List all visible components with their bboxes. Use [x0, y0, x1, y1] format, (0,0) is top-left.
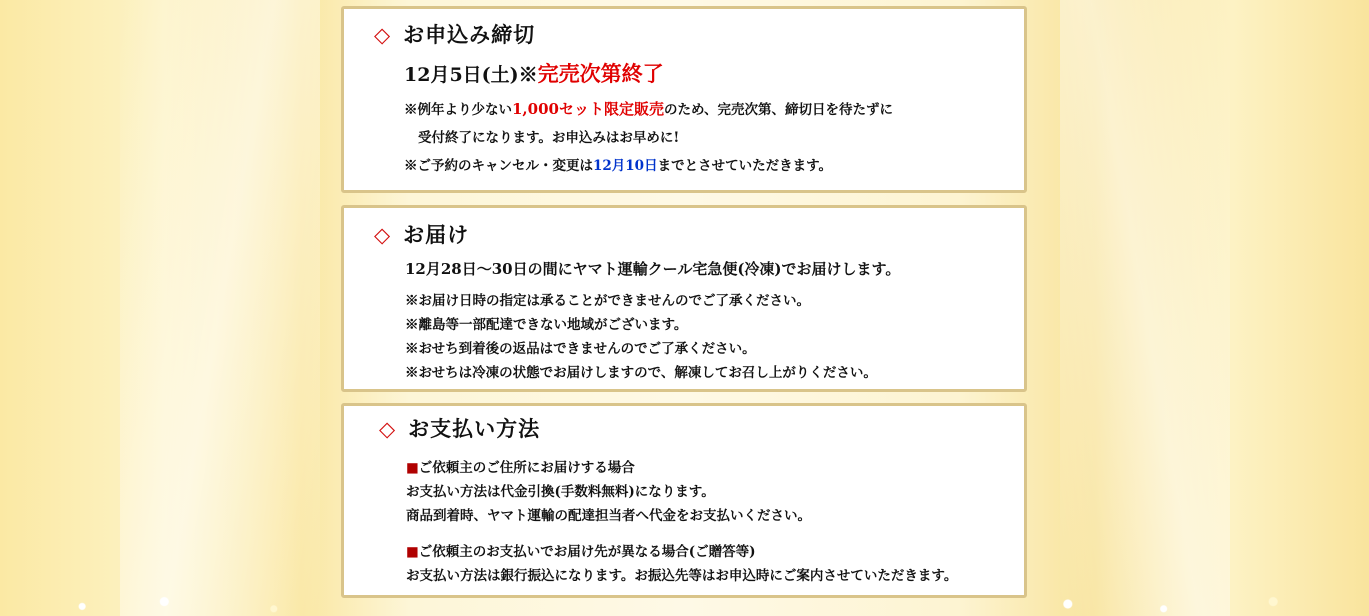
- delivery-section: [341, 205, 1027, 392]
- case-title-text: ご依頼主のお支払いでお届け先が異なる場合(ご贈答等): [418, 544, 756, 560]
- payment-case-1-title: [406, 456, 635, 476]
- deadline-note-1: [404, 98, 893, 119]
- payment-case-2-title: [406, 540, 756, 560]
- payment-heading: [379, 413, 540, 443]
- delivery-note: ※おせち到着後の返品はできませんのでご了承ください。: [405, 341, 756, 357]
- note-text: までとさせていただきます。: [657, 158, 832, 174]
- payment-case-1-line: 商品到着時、ヤマト運輸の配達担当者へ代金をお支払いください。: [406, 508, 811, 524]
- square-bullet-icon: ■: [406, 460, 419, 476]
- note-text: ※ご予約のキャンセル・変更は: [404, 158, 593, 174]
- delivery-note: ※お届け日時の指定は承ることができませんのでご了承ください。: [405, 293, 810, 309]
- note-text: ※例年より少ない: [404, 102, 512, 118]
- deadline-heading: [374, 19, 535, 49]
- background-sheen-left: [120, 0, 320, 616]
- limited-sale-text: 1,000セット限定販売: [512, 100, 664, 118]
- payment-case-1-line: お支払い方法は代金引換(手数料無料)になります。: [406, 484, 715, 500]
- background-sheen-right: [1060, 0, 1230, 616]
- deadline-section: [341, 6, 1027, 193]
- payment-section: [341, 403, 1027, 598]
- delivery-note: ※おせちは冷凍の状態でお届けしますので、解凍してお召し上がりください。: [405, 365, 877, 381]
- deadline-date-text: 12月5日(土)※: [404, 64, 538, 86]
- diamond-icon: ◇: [379, 417, 397, 441]
- deadline-note-1-cont: 受付終了になります。お申込みはお早めに!: [418, 130, 680, 146]
- deadline-heading-text: お申込み締切: [403, 22, 536, 47]
- deadline-date: [404, 58, 664, 88]
- delivery-note: ※離島等一部配達できない地域がございます。: [405, 317, 688, 333]
- note-text: のため、完売次第、締切日を待たずに: [663, 102, 893, 118]
- deadline-sold-out-text: 完売次第終了: [537, 61, 664, 86]
- delivery-heading: [374, 219, 469, 249]
- cancel-deadline-text: 12月10日: [593, 158, 658, 174]
- payment-heading-text: お支払い方法: [408, 416, 541, 441]
- delivery-main-text: 12月28日～30日の間にヤマト運輸クール宅急便(冷凍)でお届けします。: [405, 260, 901, 278]
- delivery-heading-text: お届け: [403, 222, 470, 247]
- diamond-icon: ◇: [374, 223, 392, 247]
- diamond-icon: ◇: [374, 23, 392, 47]
- square-bullet-icon: ■: [406, 544, 419, 560]
- payment-case-2-line: お支払い方法は銀行振込になります。お振込先等はお申込時にご案内させていただきます。: [406, 568, 958, 584]
- case-title-text: ご依頼主のご住所にお届けする場合: [418, 460, 635, 476]
- deadline-note-2: [404, 154, 832, 174]
